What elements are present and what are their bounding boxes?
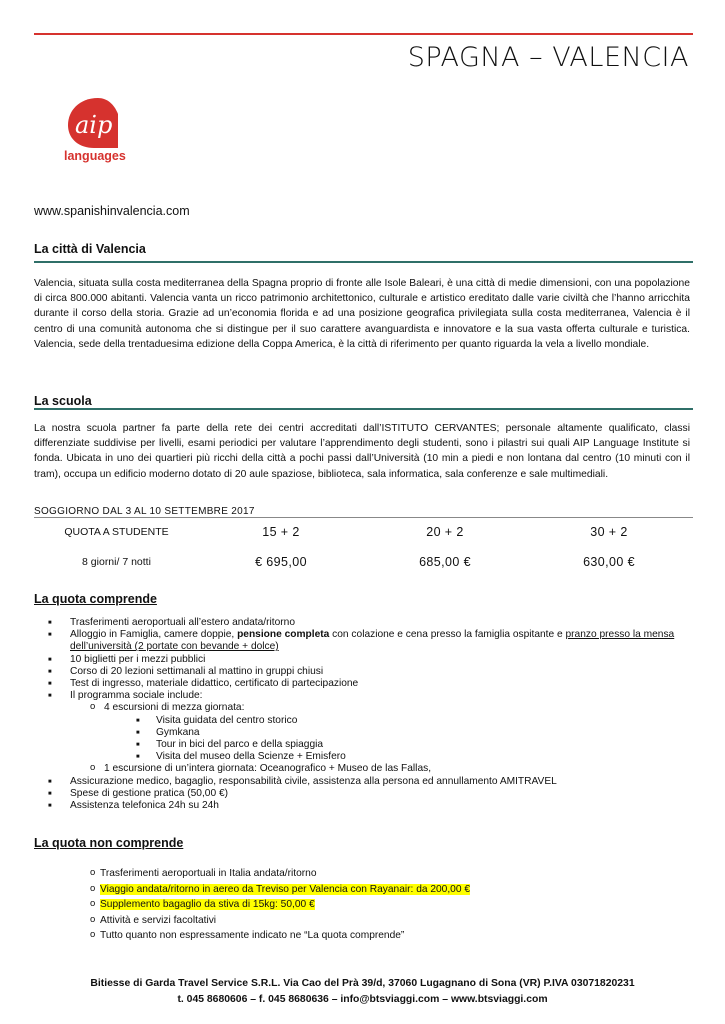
school-paragraph: La nostra scuola partner fa parte della rete dei centri accreditati dall’ISTITUTO CERVANTES; personale altamente qualificato, classi differenziate suddivise per livelli, esami periodici per valutare l’apprendimento degli studenti, sono i pilastri sui quali AIP Language Institute si fonda. Ubicata in uno dei quartieri più ricchi della città a pochi passi dall’Università (10 min a piedi e non lontana dal centro (10 minuti con il tram), occupa un edificio moderno dotato di 20 aule spaziose, biblioteca, sala informatica, sala conferenze e sale multimediali. [34,423,690,480]
list-item: ■ Assicurazione medico, bagaglio, responsabilità civile, assistenza alla persona ed annullamento AMITRAVEL [34,776,694,788]
page-title: SPAGNA – VALENCIA [407,42,689,73]
price-table-row [34,546,693,578]
excludes-text: Attività e servizi facoltativi [100,914,217,926]
city-heading: La città di Valencia [34,242,146,256]
lodging-bold: pensione completa [237,629,330,641]
list-item [34,928,694,944]
list-item: ■ Trasferimenti aeroportuali all’estero andata/ritorno [34,617,694,629]
website-url[interactable]: www.spanishinvalencia.com [34,204,190,218]
list-item: ■ 10 biglietti per i mezzi pubblici [34,654,694,666]
excludes-list [34,866,694,944]
list-item: ■ Visita guidata del centro storico [34,715,694,727]
price-table-cell: 8 giorni/ 7 notti [82,556,151,568]
list-item: ■ Corso di 20 lezioni settimanali al mattino in gruppi chiusi [34,666,694,678]
list-item: ■ Test di ingresso, materiale didattico, certificato di partecipazione [34,678,694,690]
price-table [34,517,693,578]
includes-heading: La quota comprende [34,592,157,606]
lodging-text: con colazione e cena presso la famiglia ospitante e [329,629,566,641]
school-rule [34,408,693,410]
price-table-cell: 685,00 € [419,555,471,569]
city-rule [34,261,693,263]
list-item: ■ Spese di gestione pratica (50,00 €) [34,788,694,800]
excludes-text: Tutto quanto non espressamente indicato ne “La quota comprende” [100,930,405,941]
price-table-header [34,518,693,546]
excludes-heading: La quota non comprende [34,836,184,850]
list-item: ■ Visita del museo della Scienze + Emisfero [34,751,694,763]
list-item: ■ Tour in bici del parco e della spiaggia [34,739,694,751]
logo-word: languages [64,149,126,163]
excludes-text: Trasferimenti aeroportuali in Italia andata/ritorno [100,868,317,879]
aip-logo [62,96,134,164]
list-item [34,866,694,882]
price-table-cell: 630,00 € [583,555,635,569]
lodging-underlined: pranzo presso la mensa dell’università (2 portate con bevande + dolce) [70,629,675,653]
excludes-text-highlighted: Supplemento bagaglio da stiva di 15kg: 50,00 € [100,899,315,910]
list-item [34,882,694,898]
excludes-text-highlighted: Viaggio andata/ritorno in aereo da Treviso per Valencia con Rayanair: da 200,00 € [100,883,471,895]
list-item: o 1 escursione di un’intera giornata: Oceanografico + Museo de las Fallas, [34,763,694,775]
footer-company: Bitiesse di Garda Travel Service S.R.L. Via Cao del Prà 39/d, 37060 Lugagnano di Sona (VR) P.IVA 03071820231 [90,978,635,989]
footer-contacts: t. 045 8680606 – f. 045 8680636 – info@btsviaggi.com – www.btsviaggi.com [177,994,548,1005]
list-item [34,629,694,653]
price-table-cell: QUOTA A STUDENTE [64,526,169,538]
city-paragraph: Valencia, situata sulla costa mediterranea della Spagna proprio di fronte alle Isole Baleari, è una città di medie dimensioni, con una popolazione di circa 800.000 abitanti. Valencia vanta un ricco patrimonio architettonico, culturale e artistico ereditato dalle varie civiltà che l’hanno arricchita durante il corso della storia. Grazie ad un’economia florida e ad una posizione geografica privilegiata sulla costa mediterranea, Valencia è il centro di una comunità autonoma che si distingue per il suo carattere avanguardista e innovatore e la sua vasta offerta culturale e turistica. Valencia, sede della trentaduesima edizione della Coppa America, è la città di riferimento per quanto riguarda la vela a livello mondiale. [34,278,690,350]
price-table-cell: 30 + 2 [590,525,628,539]
list-item: o 4 escursioni di mezza giornata: [34,702,694,714]
stay-label: SOGGIORNO DAL 3 AL 10 SETTEMBRE 2017 [34,506,255,517]
top-rule [34,33,693,35]
list-item: ■ Gymkana [34,727,694,739]
list-item: ■ Il programma sociale include: [34,690,694,702]
list-item: ■ Assistenza telefonica 24h su 24h [34,800,694,812]
list-item [34,913,694,929]
price-table-cell: 15 + 2 [262,525,300,539]
school-heading: La scuola [34,394,92,408]
aip-logo-bubble-icon [62,96,134,164]
lodging-text: Alloggio in Famiglia, camere doppie, [70,629,238,641]
price-table-cell: 20 + 2 [426,525,464,539]
list-item [34,897,694,913]
price-table-cell: € 695,00 [255,555,307,569]
logo-mark: aip [75,111,113,139]
includes-list [34,617,694,812]
